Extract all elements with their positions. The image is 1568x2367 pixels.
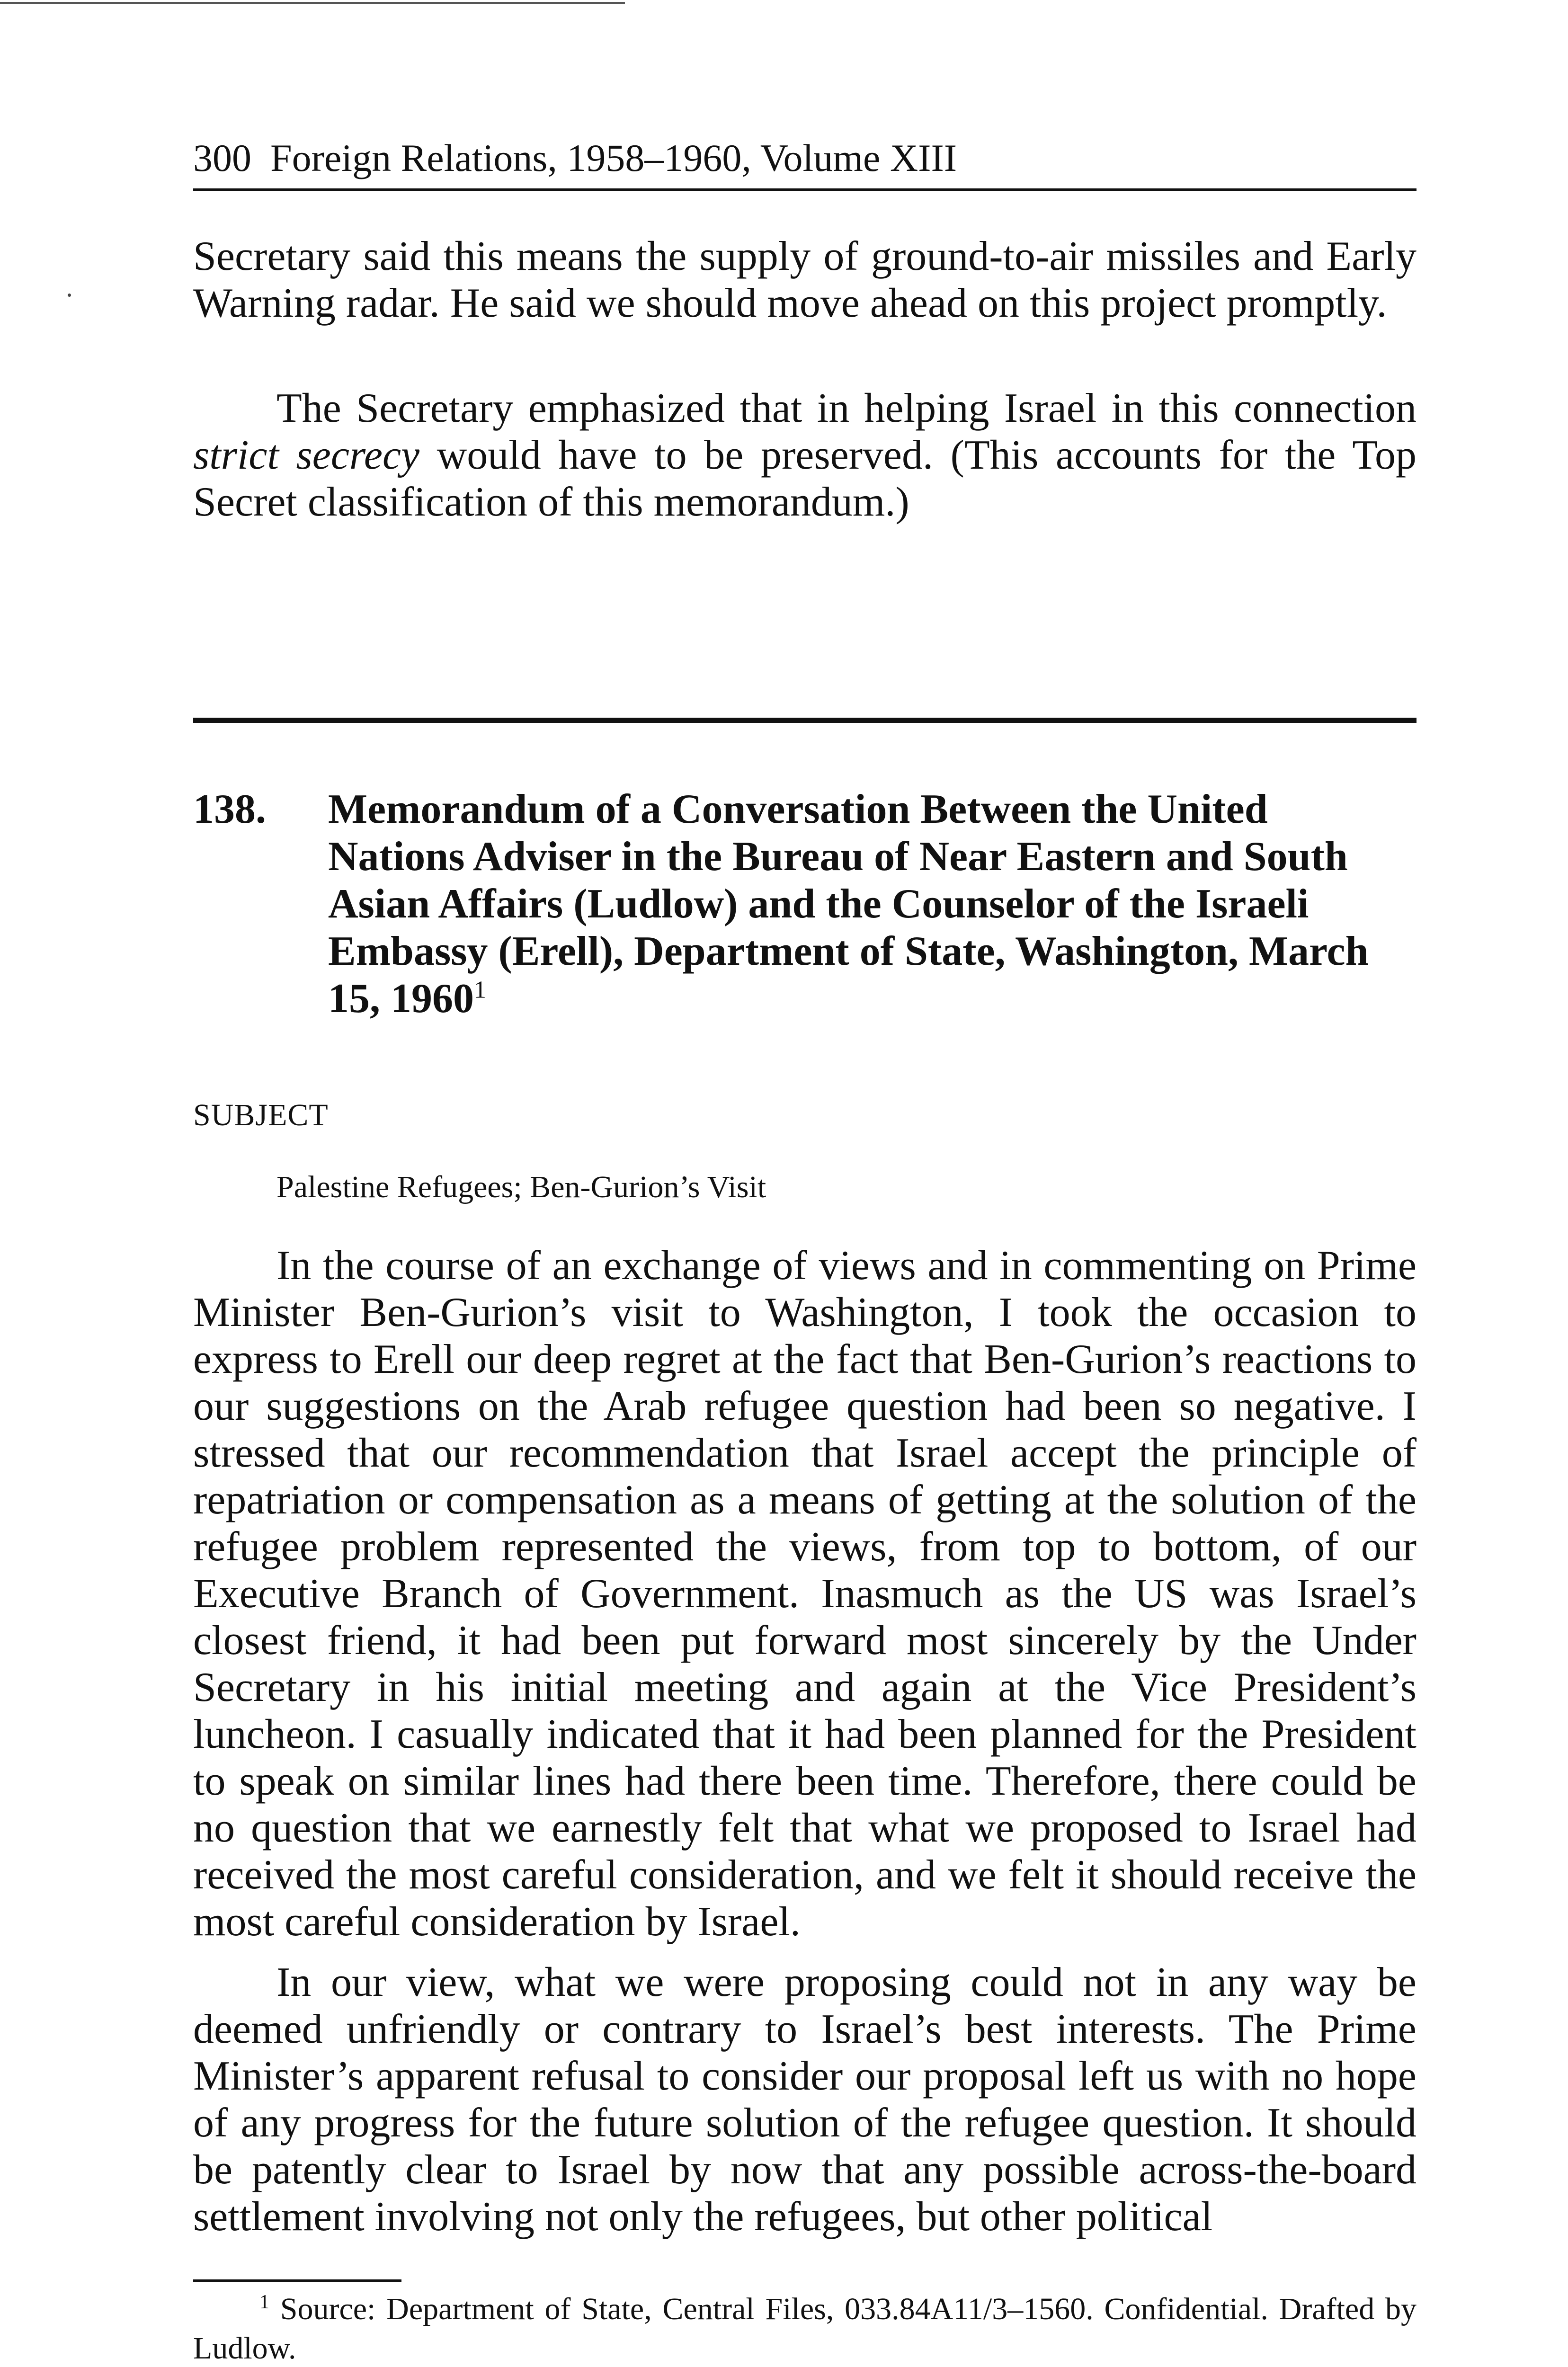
header-rule bbox=[193, 188, 1417, 191]
footnote-mark: 1 bbox=[259, 2291, 269, 2313]
document-title bbox=[328, 786, 1403, 1023]
subject-text: Palestine Refugees; Ben-Gurion’s Visit bbox=[276, 1170, 766, 1204]
document-separator-rule bbox=[193, 718, 1417, 723]
volume-title: Foreign Relations, 1958–1960, Volume XIII bbox=[270, 136, 957, 179]
subject-label: SUBJECT bbox=[193, 1098, 329, 1132]
footnote-rule bbox=[193, 2279, 401, 2282]
memorandum-paragraph-2: In our view, what we were proposing could not in any way be deemed unfriendly or contrary to Israel’s best interests. The Prime Minister’s apparent refusal to consider our proposal left us with no hope of any progress for the future solution of the refugee question. It should be patently clear to Israel by now that any possible across-the-board settlement involving not only the refugees, but other political bbox=[193, 1959, 1417, 2240]
footnote-text: Source: Department of State, Central Files, 033.84A11/3–1560. Confidential. Drafted by Ludlow. bbox=[193, 2292, 1417, 2366]
scan-speck bbox=[68, 294, 71, 297]
document-number: 138. bbox=[193, 786, 266, 832]
document-title-text: Memorandum of a Conversation Between the United Nations Adviser in the Bureau of Near Eastern and South Asian Affairs (Ludlow) and the Counselor of the Israeli Embassy (Erell), Department of State, Washington, March 15, 1960 bbox=[328, 786, 1369, 1022]
memorandum-paragraph-1: In the course of an exchange of views and in commenting on Prime Minister Ben-Gurion’s visit to Washington, I took the occasion to express to Erell our deep regret at the fact that Ben-Gurion’s reactions to our suggestions on the Arab refugee question had been so negative. I stressed that our recommendation that Israel accept the principle of repatriation or compensation as a means of getting at the solution of the refugee problem represented the views, from top to bottom, of our Executive Branch of Government. Inasmuch as the US was Israel’s closest friend, it had been put forward most sincerely by the Under Secretary in his initial meeting and again at the Vice President’s luncheon. I casually indicated that it had been planned for the President to speak on similar lines had there been time. Therefore, there could be no question that we earnestly felt that what we proposed to Israel had received the most careful consideration, and we felt it should receive the most careful consideration by Israel. bbox=[193, 1243, 1417, 1945]
previous-document-paragraph-2 bbox=[193, 385, 1417, 525]
title-footnote-ref: 1 bbox=[474, 976, 486, 1004]
page-number: 300 bbox=[193, 136, 251, 179]
footnote bbox=[193, 2289, 1417, 2367]
running-head bbox=[193, 134, 1417, 182]
emphasis-strict-secrecy: strict secrecy bbox=[193, 432, 420, 478]
paragraph-2-end: would have to be preserved. (This accounts for the Top Secret classification of this memorandum.) bbox=[193, 432, 1417, 525]
scan-edge-line bbox=[0, 2, 625, 4]
paragraph-2-start: The Secretary emphasized that in helping Israel in this connection bbox=[276, 385, 1417, 431]
previous-document-paragraph-1: Secretary said this means the supply of ground-to-air missiles and Early Warning radar. He said we should move ahead on this project promptly. bbox=[193, 233, 1417, 326]
